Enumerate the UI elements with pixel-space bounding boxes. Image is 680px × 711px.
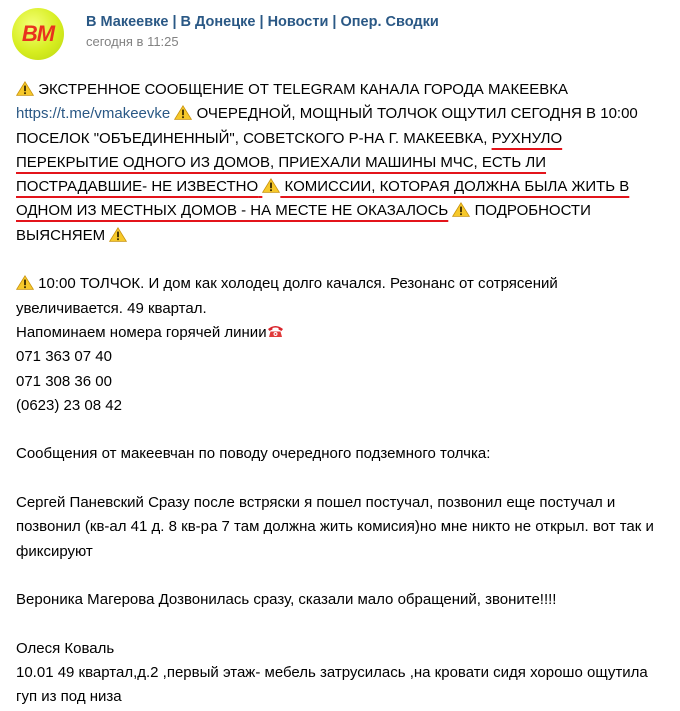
details-text: ПОДРОБНОСТИ ВЫЯСНЯЕМ xyxy=(16,202,591,244)
phone-number-3: (0623) 23 08 42 xyxy=(16,396,122,414)
post-header xyxy=(12,8,439,60)
warning-icon xyxy=(174,105,192,120)
telegram-link[interactable]: https://t.me/vmakeevke xyxy=(16,105,171,123)
message-paneevsky: Сергей Паневский Сразу после встряски я пошел постучал, позвонил еще постучал и позвонил (кв-ал 41 д. 8 кв-ра 7 там должна жить комисия)но мне никто не открыл. вот так и фиксируют xyxy=(16,494,654,560)
paragraph-tremor xyxy=(16,272,666,321)
phone-number-1: 071 363 07 40 xyxy=(16,348,112,366)
warning-icon xyxy=(452,202,470,217)
warning-icon xyxy=(16,81,34,96)
post-time[interactable]: сегодня в 11:25 xyxy=(86,33,179,49)
phone-number-2: 071 308 36 00 xyxy=(16,372,112,390)
message-magerova: Вероника Магерова Дозвонилась сразу, сказали мало обращений, звоните!!!! xyxy=(16,591,557,609)
avatar-logo: ВМ xyxy=(21,21,55,46)
warning-icon xyxy=(109,227,127,242)
emergency-text: ОЧЕРЕДНОЙ, МОЩНЫЙ ТОЛЧОК ОЩУТИЛ СЕГОДНЯ В 10:00 ПОСЕЛОК "ОБЪЕДИНЕННЫЙ", СОВЕТСКОГО Р-НА Г. МАКЕЕВКА, xyxy=(16,105,638,147)
warning-icon xyxy=(262,178,280,193)
telephone-icon xyxy=(267,324,284,338)
group-name-link[interactable]: В Макеевке | В Донецке | Новости | Опер. Сводки xyxy=(86,13,439,30)
messages-intro: Сообщения от макеевчан по поводу очередного подземного толчка: xyxy=(16,445,491,463)
paragraph-emergency xyxy=(16,78,666,248)
hotline-line xyxy=(16,321,666,345)
avatar[interactable] xyxy=(12,8,64,60)
header-text xyxy=(86,14,439,49)
hotline-text: Напоминаем номера горячей линии xyxy=(16,323,267,341)
post-text xyxy=(16,78,666,710)
message-koval-author: Олеся Коваль xyxy=(16,639,115,657)
underlined-collapse-text: РУХНУЛО ПЕРЕКРЫТИЕ ОДНОГО ИЗ ДОМОВ, ПРИЕХАЛИ МАШИНЫ МЧС, ЕСТЬ ЛИ ПОСТРАДАВШИЕ- НЕ ИЗВЕСТНО xyxy=(16,129,563,196)
emergency-heading: ЭКСТРЕННОЕ СООБЩЕНИЕ ОТ TELEGRAM КАНАЛА ГОРОДА МАКЕЕВКА xyxy=(38,81,568,98)
message-koval-text: 10.01 49 квартал,д.2 ,первый этаж- мебель затрусилась ,на кровати сидя хорошо ощутила гуп из под низа xyxy=(16,664,648,706)
tremor-text: 10:00 ТОЛЧОК. И дом как холодец долго качался. Резонанс от сотрясений увеличивается. 49 квартал. xyxy=(16,275,558,317)
warning-icon xyxy=(16,275,34,290)
underlined-commission-text: КОМИССИИ, КОТОРАЯ ДОЛЖНА БЫЛА ЖИТЬ В ОДНОМ ИЗ МЕСТНЫХ ДОМОВ - НА МЕСТЕ НЕ ОКАЗАЛОСЬ xyxy=(16,178,630,220)
